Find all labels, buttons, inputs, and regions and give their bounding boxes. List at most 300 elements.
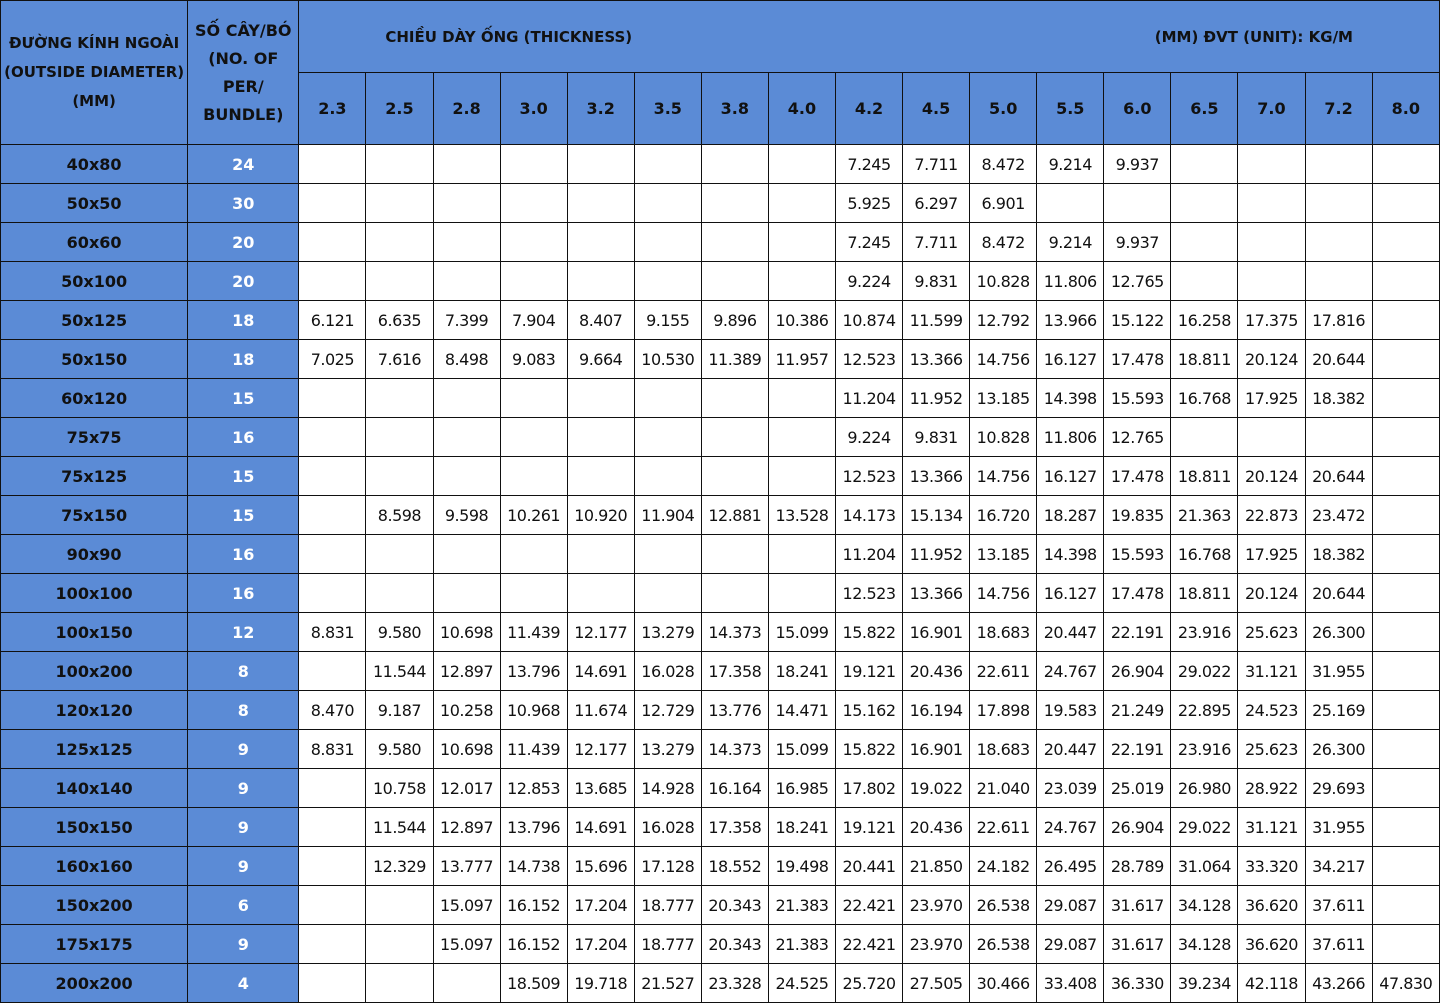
weight-cell (1372, 730, 1439, 769)
weight-cell (567, 457, 634, 496)
weight-cell: 12.729 (634, 691, 701, 730)
weight-cell: 31.064 (1171, 847, 1238, 886)
weight-cell: 13.796 (500, 652, 567, 691)
weight-cell: 34.128 (1171, 886, 1238, 925)
weight-cell: 10.920 (567, 496, 634, 535)
weight-cell (1372, 691, 1439, 730)
weight-cell (500, 457, 567, 496)
weight-cell: 31.121 (1238, 808, 1305, 847)
weight-cell: 15.134 (903, 496, 970, 535)
bundle-count-cell: 20 (188, 223, 299, 262)
weight-cell: 15.097 (433, 925, 500, 964)
weight-cell: 33.320 (1238, 847, 1305, 886)
weight-cell: 17.128 (634, 847, 701, 886)
table-row (1, 457, 1440, 496)
weight-cell: 23.472 (1305, 496, 1372, 535)
weight-cell: 7.904 (500, 301, 567, 340)
weight-cell (768, 223, 835, 262)
weight-cell (500, 535, 567, 574)
weight-cell: 13.776 (701, 691, 768, 730)
weight-cell (1372, 652, 1439, 691)
weight-cell: 10.386 (768, 301, 835, 340)
size-cell: 100x200 (1, 652, 188, 691)
weight-cell: 36.620 (1238, 925, 1305, 964)
bundle-count-cell: 4 (188, 964, 299, 1003)
weight-cell: 24.525 (768, 964, 835, 1003)
weight-cell (299, 808, 366, 847)
thickness-col-header: 4.5 (903, 73, 970, 145)
weight-cell (768, 145, 835, 184)
table-row (1, 184, 1440, 223)
weight-cell: 14.738 (500, 847, 567, 886)
weight-cell: 9.214 (1037, 145, 1104, 184)
table-row (1, 379, 1440, 418)
weight-cell (1372, 418, 1439, 457)
weight-cell (1305, 145, 1372, 184)
weight-cell: 9.224 (835, 418, 902, 457)
weight-cell (1171, 145, 1238, 184)
weight-cell: 10.258 (433, 691, 500, 730)
thickness-header (299, 1, 1440, 73)
thickness-col-header: 6.5 (1171, 73, 1238, 145)
weight-cell: 19.835 (1104, 496, 1171, 535)
weight-cell: 9.896 (701, 301, 768, 340)
weight-cell: 16.028 (634, 652, 701, 691)
weight-cell: 24.182 (970, 847, 1037, 886)
weight-cell: 9.083 (500, 340, 567, 379)
weight-cell (299, 379, 366, 418)
weight-cell: 18.382 (1305, 379, 1372, 418)
weight-cell: 18.241 (768, 652, 835, 691)
thickness-col-header: 6.0 (1104, 73, 1171, 145)
size-cell: 140x140 (1, 769, 188, 808)
weight-cell: 16.901 (903, 613, 970, 652)
weight-cell (567, 535, 634, 574)
bundle-count-cell: 15 (188, 457, 299, 496)
table-row (1, 262, 1440, 301)
weight-cell (1372, 457, 1439, 496)
weight-cell: 15.822 (835, 613, 902, 652)
weight-cell: 15.696 (567, 847, 634, 886)
weight-cell: 15.593 (1104, 379, 1171, 418)
thickness-col-header: 5.5 (1037, 73, 1104, 145)
weight-cell: 17.204 (567, 886, 634, 925)
weight-cell: 18.382 (1305, 535, 1372, 574)
weight-cell (299, 847, 366, 886)
weight-cell (366, 145, 433, 184)
weight-cell: 19.498 (768, 847, 835, 886)
weight-cell: 22.611 (970, 808, 1037, 847)
weight-cell: 17.375 (1238, 301, 1305, 340)
size-cell: 125x125 (1, 730, 188, 769)
weight-cell: 14.373 (701, 730, 768, 769)
weight-cell: 10.828 (970, 418, 1037, 457)
weight-cell: 11.806 (1037, 262, 1104, 301)
weight-cell: 13.366 (903, 457, 970, 496)
weight-cell: 25.623 (1238, 613, 1305, 652)
weight-cell (634, 223, 701, 262)
weight-cell: 18.777 (634, 886, 701, 925)
weight-cell: 16.985 (768, 769, 835, 808)
weight-cell (634, 418, 701, 457)
weight-cell (567, 379, 634, 418)
weight-cell (299, 457, 366, 496)
bundle-count-cell: 9 (188, 730, 299, 769)
thickness-col-header: 3.2 (567, 73, 634, 145)
bundle-count-header: SỐ CÂY/BÓ (NO. OF PER/ BUNDLE) (188, 1, 299, 145)
weight-cell (567, 574, 634, 613)
weight-cell: 6.121 (299, 301, 366, 340)
weight-cell: 6.635 (366, 301, 433, 340)
bundle-count-cell: 30 (188, 184, 299, 223)
table-row (1, 613, 1440, 652)
weight-cell: 14.398 (1037, 379, 1104, 418)
size-cell: 150x150 (1, 808, 188, 847)
weight-cell (1372, 886, 1439, 925)
weight-cell: 13.185 (970, 379, 1037, 418)
weight-cell: 16.127 (1037, 574, 1104, 613)
weight-cell: 33.408 (1037, 964, 1104, 1003)
weight-cell: 16.127 (1037, 340, 1104, 379)
weight-cell: 14.756 (970, 340, 1037, 379)
size-cell: 160x160 (1, 847, 188, 886)
weight-cell: 20.343 (701, 925, 768, 964)
weight-cell: 12.765 (1104, 262, 1171, 301)
weight-cell (433, 262, 500, 301)
weight-cell (366, 964, 433, 1003)
weight-cell: 17.898 (970, 691, 1037, 730)
bundle-count-cell: 18 (188, 340, 299, 379)
weight-cell: 20.124 (1238, 457, 1305, 496)
weight-cell: 26.904 (1104, 652, 1171, 691)
weight-cell: 21.383 (768, 886, 835, 925)
weight-cell: 31.617 (1104, 925, 1171, 964)
weight-cell: 25.623 (1238, 730, 1305, 769)
size-cell: 90x90 (1, 535, 188, 574)
weight-cell: 12.897 (433, 652, 500, 691)
weight-cell: 18.811 (1171, 340, 1238, 379)
weight-cell (768, 262, 835, 301)
weight-cell: 9.214 (1037, 223, 1104, 262)
weight-cell: 22.191 (1104, 730, 1171, 769)
size-cell: 50x125 (1, 301, 188, 340)
weight-cell (634, 184, 701, 223)
weight-cell: 9.598 (433, 496, 500, 535)
weight-cell: 24.523 (1238, 691, 1305, 730)
table-body (1, 145, 1440, 1003)
weight-cell: 7.399 (433, 301, 500, 340)
weight-cell: 20.124 (1238, 340, 1305, 379)
weight-cell (299, 262, 366, 301)
thickness-col-header: 4.0 (768, 73, 835, 145)
weight-cell (634, 262, 701, 301)
weight-cell: 14.691 (567, 808, 634, 847)
bundle-count-cell: 24 (188, 145, 299, 184)
weight-cell: 17.358 (701, 652, 768, 691)
thickness-col-header: 2.3 (299, 73, 366, 145)
weight-cell: 12.765 (1104, 418, 1171, 457)
weight-cell (768, 535, 835, 574)
weight-cell (366, 184, 433, 223)
weight-cell (768, 457, 835, 496)
weight-cell: 28.922 (1238, 769, 1305, 808)
weight-cell: 31.955 (1305, 808, 1372, 847)
weight-cell (701, 418, 768, 457)
weight-cell (634, 535, 701, 574)
weight-cell: 36.330 (1104, 964, 1171, 1003)
weight-cell: 8.831 (299, 613, 366, 652)
weight-cell: 13.528 (768, 496, 835, 535)
weight-cell: 20.644 (1305, 457, 1372, 496)
weight-cell: 10.698 (433, 613, 500, 652)
weight-cell: 29.022 (1171, 808, 1238, 847)
weight-cell (500, 145, 567, 184)
weight-cell: 29.022 (1171, 652, 1238, 691)
bundle-count-cell: 9 (188, 808, 299, 847)
weight-cell (1171, 418, 1238, 457)
weight-cell: 11.439 (500, 730, 567, 769)
size-cell: 60x120 (1, 379, 188, 418)
weight-cell: 42.118 (1238, 964, 1305, 1003)
weight-cell: 9.187 (366, 691, 433, 730)
weight-cell: 19.718 (567, 964, 634, 1003)
weight-cell: 18.811 (1171, 457, 1238, 496)
weight-cell: 7.711 (903, 145, 970, 184)
size-cell: 175x175 (1, 925, 188, 964)
weight-cell: 9.831 (903, 262, 970, 301)
weight-cell: 7.245 (835, 145, 902, 184)
bundle-count-cell: 8 (188, 652, 299, 691)
weight-cell: 22.421 (835, 925, 902, 964)
weight-cell (567, 184, 634, 223)
weight-cell: 10.698 (433, 730, 500, 769)
weight-cell: 31.955 (1305, 652, 1372, 691)
weight-cell: 12.177 (567, 730, 634, 769)
weight-cell: 11.957 (768, 340, 835, 379)
weight-cell: 17.204 (567, 925, 634, 964)
weight-cell: 6.297 (903, 184, 970, 223)
table-row (1, 925, 1440, 964)
weight-cell (500, 574, 567, 613)
weight-cell (701, 379, 768, 418)
thickness-col-header: 2.8 (433, 73, 500, 145)
weight-cell: 15.822 (835, 730, 902, 769)
thickness-col-header: 3.5 (634, 73, 701, 145)
size-cell: 75x150 (1, 496, 188, 535)
weight-cell: 15.122 (1104, 301, 1171, 340)
weight-cell: 13.366 (903, 574, 970, 613)
weight-cell: 26.300 (1305, 730, 1372, 769)
bundle-count-cell: 9 (188, 847, 299, 886)
weight-cell: 20.124 (1238, 574, 1305, 613)
size-cell: 120x120 (1, 691, 188, 730)
weight-cell (299, 418, 366, 457)
weight-cell: 23.970 (903, 925, 970, 964)
weight-cell: 15.593 (1104, 535, 1171, 574)
bundle-count-cell: 6 (188, 886, 299, 925)
weight-cell (701, 457, 768, 496)
weight-cell: 16.164 (701, 769, 768, 808)
weight-cell: 10.828 (970, 262, 1037, 301)
weight-cell: 20.436 (903, 808, 970, 847)
weight-cell: 16.028 (634, 808, 701, 847)
weight-cell: 7.711 (903, 223, 970, 262)
weight-cell: 43.266 (1305, 964, 1372, 1003)
weight-cell (768, 574, 835, 613)
weight-cell: 7.616 (366, 340, 433, 379)
weight-cell: 18.287 (1037, 496, 1104, 535)
bundle-count-cell: 15 (188, 496, 299, 535)
weight-cell: 19.022 (903, 769, 970, 808)
weight-cell: 10.758 (366, 769, 433, 808)
size-cell: 50x50 (1, 184, 188, 223)
weight-cell: 9.155 (634, 301, 701, 340)
weight-cell (299, 223, 366, 262)
weight-cell: 12.881 (701, 496, 768, 535)
weight-cell (299, 925, 366, 964)
weight-cell: 18.241 (768, 808, 835, 847)
weight-cell: 17.478 (1104, 457, 1171, 496)
table-row (1, 145, 1440, 184)
thickness-col-header: 7.2 (1305, 73, 1372, 145)
weight-cell: 26.904 (1104, 808, 1171, 847)
weight-cell: 26.495 (1037, 847, 1104, 886)
table-row (1, 574, 1440, 613)
weight-cell: 12.523 (835, 340, 902, 379)
weight-cell (299, 145, 366, 184)
weight-cell: 25.720 (835, 964, 902, 1003)
thickness-col-header: 3.0 (500, 73, 567, 145)
unit-header-label: (MM) ĐVT (UNIT): KG/M (1154, 27, 1353, 46)
weight-cell (299, 496, 366, 535)
weight-cell (1372, 145, 1439, 184)
weight-cell (500, 418, 567, 457)
weight-cell (768, 418, 835, 457)
weight-cell (1238, 184, 1305, 223)
weight-cell: 18.509 (500, 964, 567, 1003)
weight-cell: 26.538 (970, 886, 1037, 925)
weight-cell: 11.952 (903, 535, 970, 574)
weight-cell (567, 223, 634, 262)
weight-cell: 20.644 (1305, 574, 1372, 613)
weight-cell (701, 535, 768, 574)
weight-cell: 11.544 (366, 808, 433, 847)
weight-cell: 24.767 (1037, 808, 1104, 847)
weight-cell: 17.478 (1104, 340, 1171, 379)
weight-cell: 9.831 (903, 418, 970, 457)
weight-cell: 23.039 (1037, 769, 1104, 808)
weight-cell: 16.720 (970, 496, 1037, 535)
weight-cell: 12.897 (433, 808, 500, 847)
weight-cell: 14.373 (701, 613, 768, 652)
weight-cell: 9.580 (366, 613, 433, 652)
weight-cell (500, 184, 567, 223)
weight-cell (500, 262, 567, 301)
weight-cell (634, 457, 701, 496)
weight-cell: 14.756 (970, 457, 1037, 496)
weight-cell (701, 145, 768, 184)
weight-cell: 17.925 (1238, 535, 1305, 574)
weight-cell (366, 535, 433, 574)
weight-cell: 19.121 (835, 808, 902, 847)
weight-cell (701, 262, 768, 301)
weight-cell (634, 379, 701, 418)
weight-cell: 11.599 (903, 301, 970, 340)
size-cell: 75x75 (1, 418, 188, 457)
thickness-col-header: 5.0 (970, 73, 1037, 145)
weight-cell: 10.261 (500, 496, 567, 535)
weight-cell (1372, 340, 1439, 379)
weight-cell: 18.683 (970, 613, 1037, 652)
weight-cell: 25.019 (1104, 769, 1171, 808)
weight-cell: 22.611 (970, 652, 1037, 691)
weight-cell (433, 145, 500, 184)
weight-cell (433, 379, 500, 418)
weight-cell (366, 574, 433, 613)
table-row (1, 730, 1440, 769)
weight-cell: 26.538 (970, 925, 1037, 964)
weight-cell: 12.853 (500, 769, 567, 808)
size-cell: 50x100 (1, 262, 188, 301)
size-cell: 200x200 (1, 964, 188, 1003)
weight-cell (1037, 184, 1104, 223)
weight-cell (1372, 496, 1439, 535)
weight-cell: 26.980 (1171, 769, 1238, 808)
weight-cell: 23.328 (701, 964, 768, 1003)
weight-cell (299, 886, 366, 925)
weight-cell: 20.441 (835, 847, 902, 886)
weight-cell (634, 574, 701, 613)
weight-cell: 11.674 (567, 691, 634, 730)
weight-cell (1372, 925, 1439, 964)
weight-cell: 11.952 (903, 379, 970, 418)
weight-cell (1372, 808, 1439, 847)
weight-cell: 20.447 (1037, 730, 1104, 769)
weight-cell: 18.811 (1171, 574, 1238, 613)
weight-cell: 21.363 (1171, 496, 1238, 535)
weight-cell: 23.970 (903, 886, 970, 925)
weight-cell: 21.527 (634, 964, 701, 1003)
weight-cell (366, 925, 433, 964)
weight-cell (1372, 613, 1439, 652)
weight-cell: 16.768 (1171, 379, 1238, 418)
table-row (1, 223, 1440, 262)
weight-cell: 19.121 (835, 652, 902, 691)
weight-cell: 20.343 (701, 886, 768, 925)
weight-cell: 11.204 (835, 379, 902, 418)
weight-cell (366, 223, 433, 262)
weight-cell: 23.916 (1171, 730, 1238, 769)
weight-cell: 21.383 (768, 925, 835, 964)
weight-cell (1238, 145, 1305, 184)
weight-cell (500, 223, 567, 262)
weight-cell: 8.407 (567, 301, 634, 340)
weight-cell (366, 379, 433, 418)
weight-cell (1372, 223, 1439, 262)
bundle-count-cell: 20 (188, 262, 299, 301)
weight-cell: 16.194 (903, 691, 970, 730)
table-row (1, 886, 1440, 925)
table-row (1, 418, 1440, 457)
weight-cell (1171, 223, 1238, 262)
weight-cell (1372, 184, 1439, 223)
weight-cell (567, 418, 634, 457)
thickness-col-header: 3.8 (701, 73, 768, 145)
weight-cell: 16.152 (500, 886, 567, 925)
table-row (1, 769, 1440, 808)
weight-cell: 12.177 (567, 613, 634, 652)
weight-cell: 11.204 (835, 535, 902, 574)
